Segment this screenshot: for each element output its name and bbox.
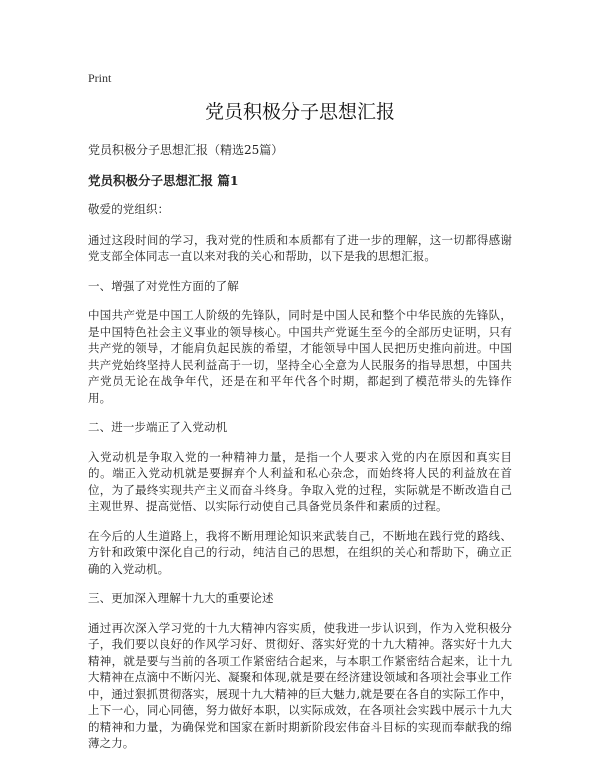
print-link[interactable]: Print	[88, 71, 112, 85]
subheading-2: 二、进一步端正了入党动机	[88, 420, 228, 434]
subheading-1: 一、增强了对党性方面的了解	[88, 278, 239, 293]
subheading-3: 三、更加深入理解十九大的重要论述	[88, 591, 274, 605]
paragraph-intro: 通过这段时间的学习，我对党的性质和本质都有了进一步的理解，这一切都得感谢党支部全体同志一直以来对我的关心和帮助，以下是我的思想汇报。	[88, 232, 512, 263]
salutation: 敬爱的党组织：	[88, 202, 170, 216]
paragraph-future: 在今后的人生道路上，我将不断用理论知识来武装自己，不断地在践行党的路线、方针和政策中深化自己的行动，纯洁自己的思想，在组织的关心和帮助下，确立正确的入党动机。	[88, 528, 512, 576]
paragraph-nineteenth-congress: 通过再次深入学习党的十九大精神内容实质，使我进一步认识到，作为入党积极分子，我们要以良好的作风学习好、贯彻好、落实好党的十九大精神。落实好十九大精神，就是要与当前的各项工作紧密结合起来，与本职工作紧密结合起来，让十九大精神在点滴中不断闪光、凝聚和体现,就是要在经济建设领域和各项社会事业工作中，通过狠抓贯彻落实，展现十九大精神的巨大魅力,就是要在各自的实际工作中，上下一心，同心同德，努力做好本职，以实际成效，在各项社会实践中展示十九大的精神和力量，为确保党和国家在新时期新阶段宏伟奋斗目标的实现而奉献我的绵薄之力。	[88, 620, 512, 750]
paragraph-motivation: 入党动机是争取入党的一种精神力量，是指一个人要求入党的内在原因和真实目的。端正入党动机就是要摒弃个人利益和私心杂念，而始终将人民的利益放在首位，为了最终实现共产主义而奋斗终身。争取入党的过程，实际就是不断改造自己主观世界、提高觉悟、以实际行动使自己具备党员条件和素质的过程。	[88, 449, 512, 513]
section-heading: 党员积极分子思想汇报 篇1	[88, 173, 239, 188]
paragraph-party-nature: 中国共产党是中国工人阶级的先锋队，同时是中国人民和整个中华民族的先锋队，是中国特色社会主义事业的领导核心。中国共产党诞生至今的全部历史证明，只有共产党的领导，才能肩负起民族的希望，才能领导中国人民把历史推向前进。中国共产党始终坚持人民利益高于一切，坚持全心全意为人民服务的指导思想，中国共产党员无论在战争年代，还是在和平年代各个时期，都起到了模范带头的先锋作用。	[88, 308, 512, 405]
document-title: 党员积极分子思想汇报	[204, 101, 395, 123]
document-subtitle: 党员积极分子思想汇报（精选25篇）	[88, 143, 284, 157]
